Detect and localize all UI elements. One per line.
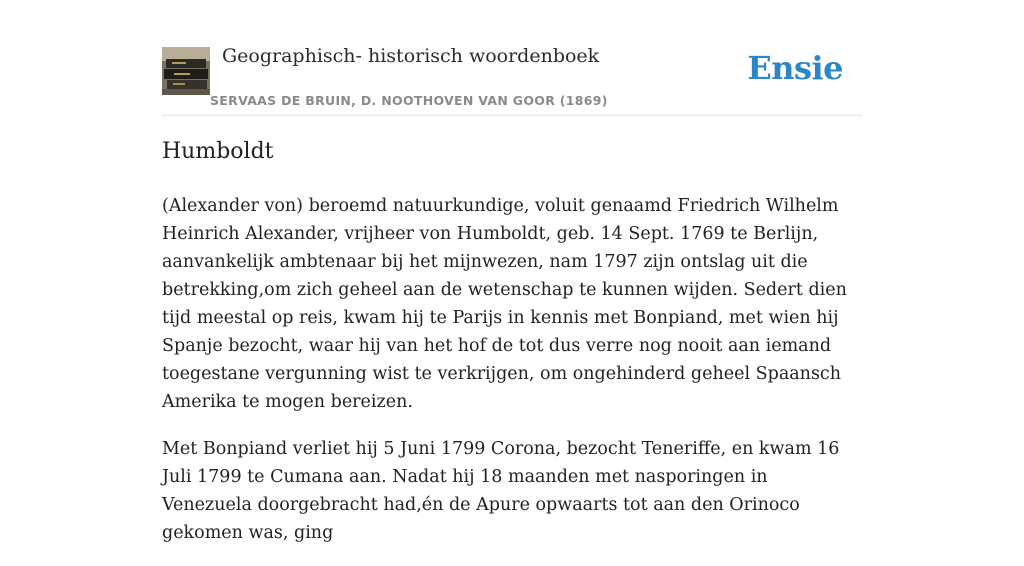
entry-title: Humboldt [162,139,274,164]
book-title-link[interactable]: Geographisch- historisch woordenboek [222,45,600,67]
ensie-logo-link[interactable]: Ensie [747,49,843,87]
entry-paragraph: (Alexander von) beroemd natuurkundige, voluit genaamd Friedrich Wilhelm Heinrich Alexander, vrijheer von Humboldt, geb. 14 Sept. 1769 te Berlijn, aanvankelijk ambtenaar bij het mijnwezen, nam 1797 zijn ontslag uit die betrekking,om zich geheel aan de wetenschap te kunnen wijden. Sedert dien tijd meestal op reis, kwam hij te Parijs in kennis met Bonpiand, met wien hij Spanje bezocht, waar hij van het hof de tot dus verre nog nooit aan iemand toegestane vergunning wist te verkrijgen, om ongehinderd geheel Spaansch Amerika te mogen bereizen. [162,196,847,412]
book-header [162,0,862,116]
book-author-meta: SERVAAS DE BRUIN, D. NOOTHOVEN VAN GOOR (1869) [210,93,608,108]
book-cover-image [162,47,210,95]
book-cover-icon[interactable] [162,47,210,95]
entry-paragraph: Met Bonpiand verliet hij 5 Juni 1799 Corona, bezocht Teneriffe, en kwam 16 Juli 1799 te Cumana aan. Nadat hij 18 maanden met nasporingen in Venezuela doorgebracht had,én de Apure opwaarts tot aan den Orinoco gekomen was, ging [162,439,840,543]
page-container [162,0,862,543]
entry-body [162,192,862,566]
